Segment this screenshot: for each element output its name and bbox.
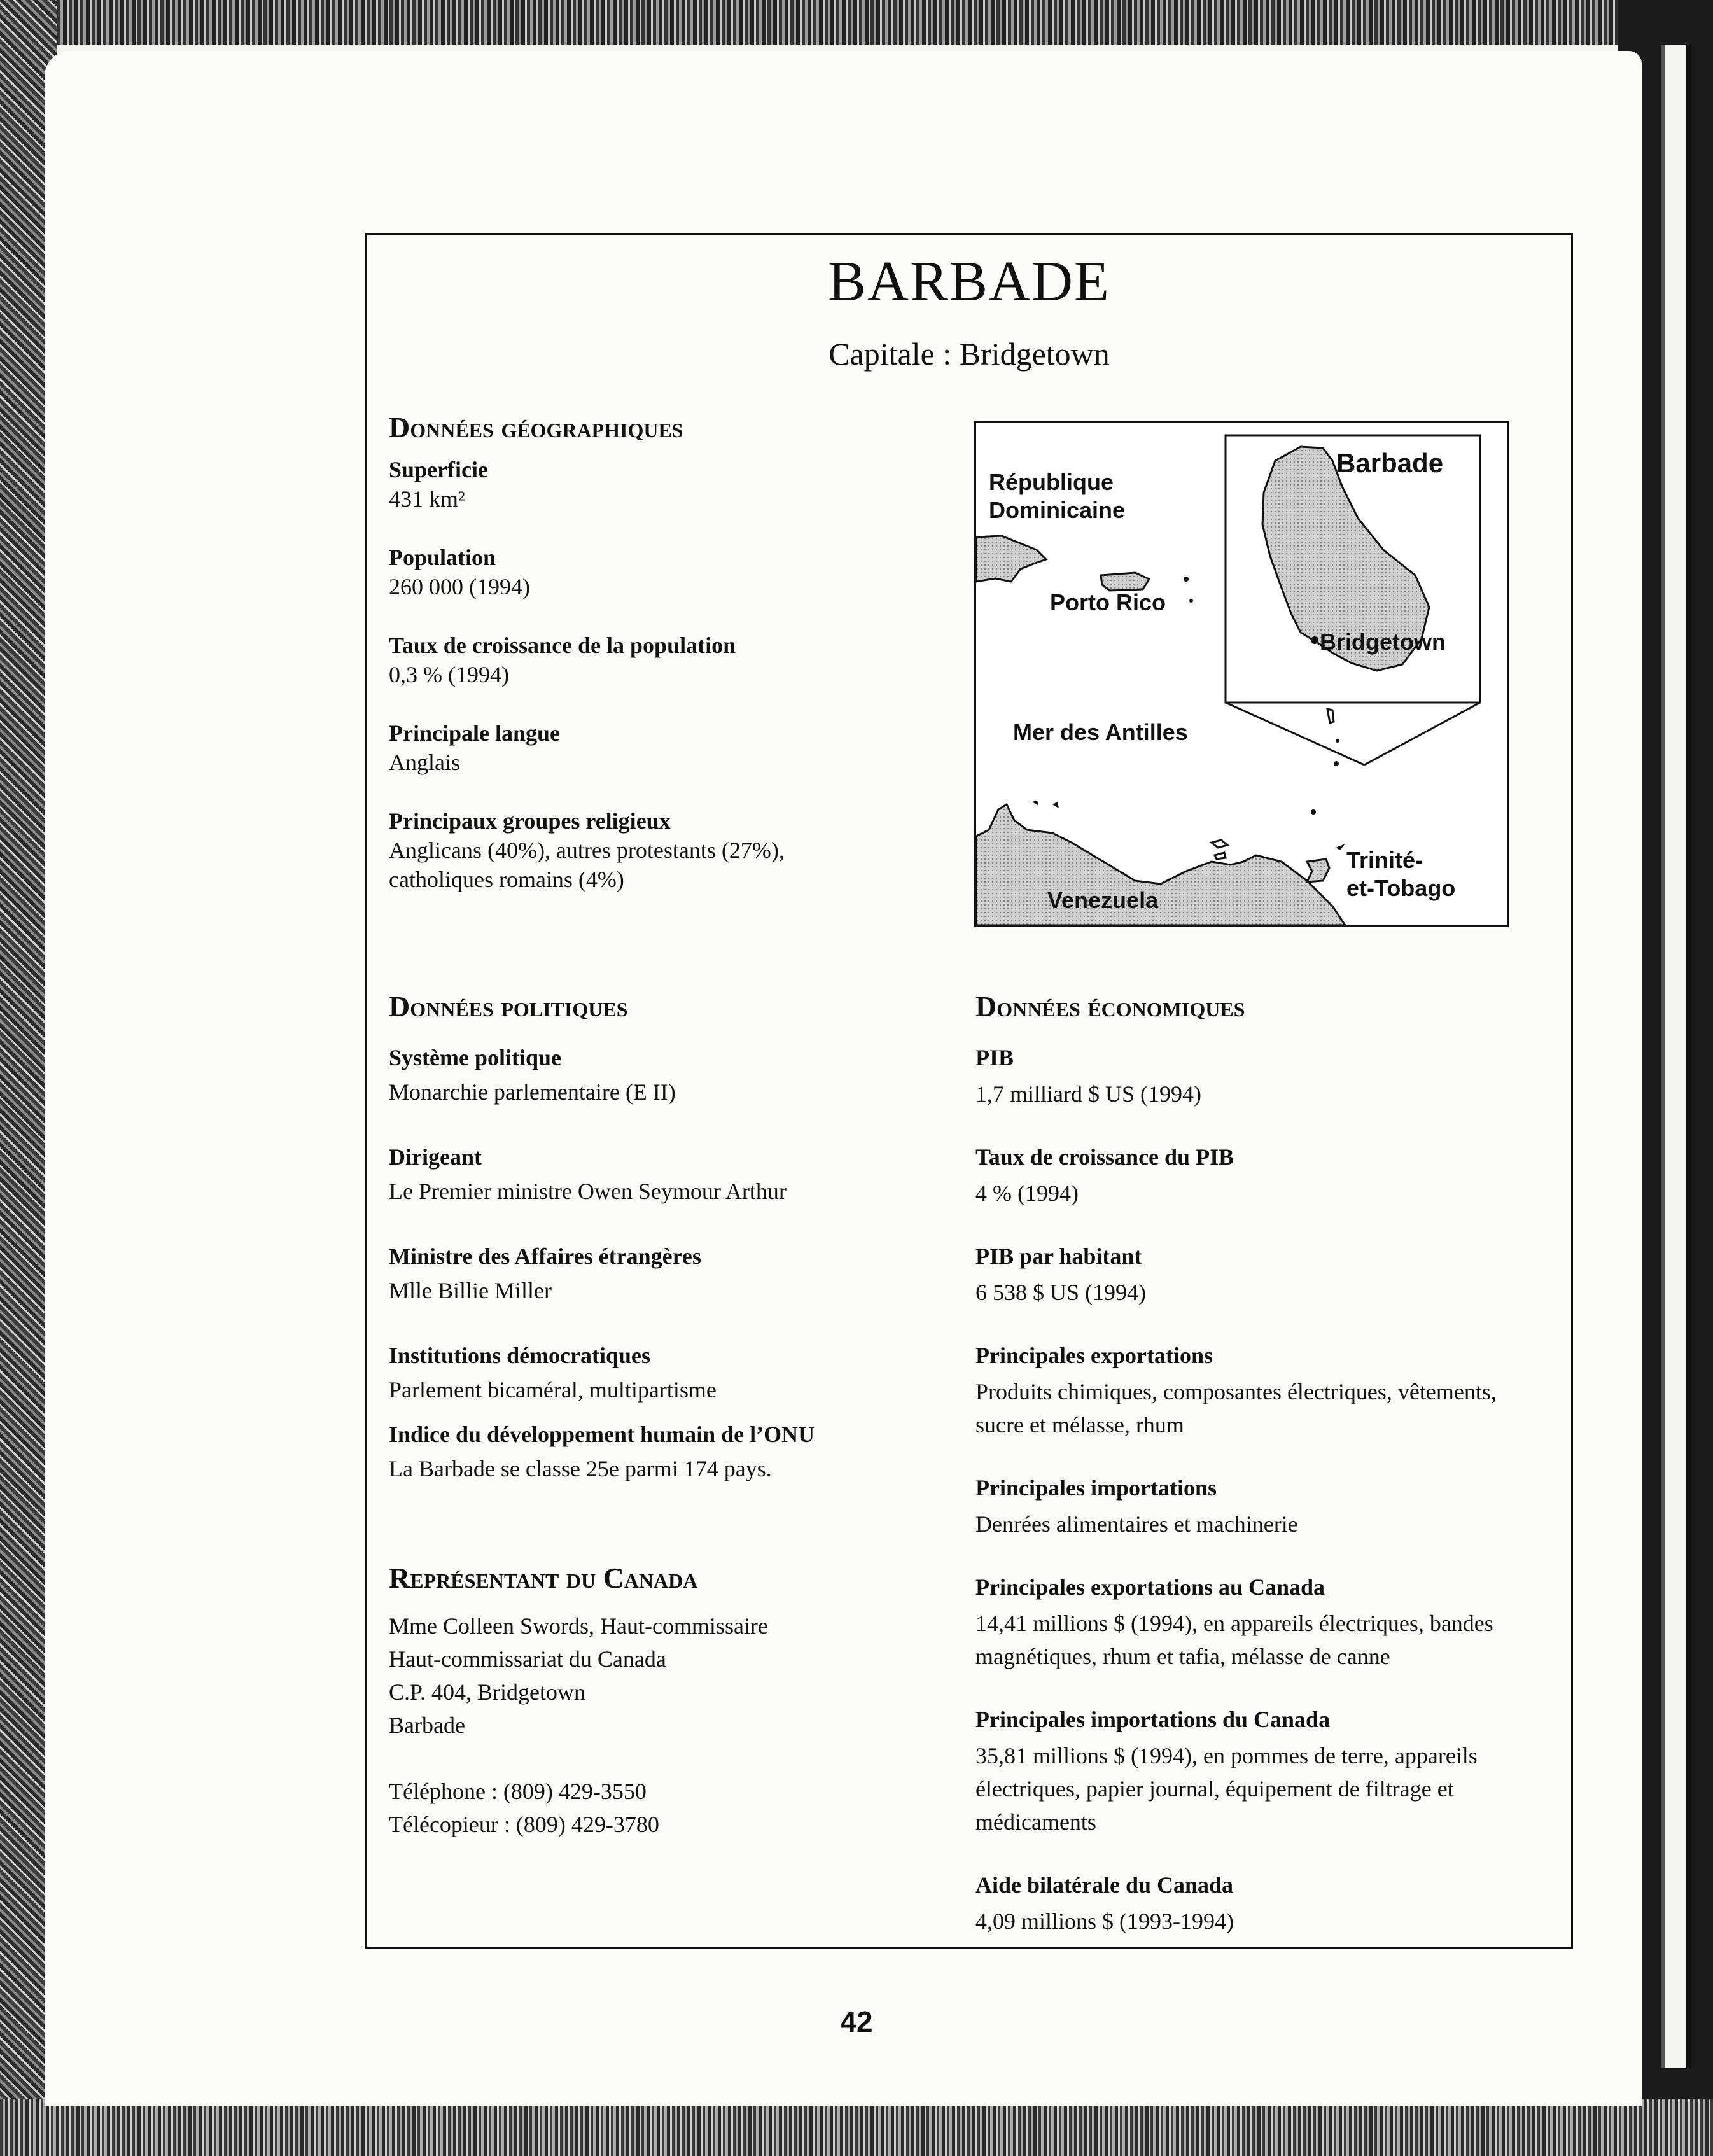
map-label-trinidad-line1: Trinité-	[1346, 847, 1423, 873]
economy-section	[975, 1043, 1548, 1938]
economy-value-aid: 4,09 millions $ (1993-1994)	[975, 1908, 1234, 1934]
economy-value-gdp-growth: 4 % (1994)	[975, 1180, 1079, 1206]
map-label-dominican-line2: Dominicaine	[989, 497, 1126, 523]
puerto-rico-shape	[1101, 573, 1149, 591]
economy-value-imports-canada-line1: 35,81 millions $ (1994), en pommes de terre, appareils	[975, 1743, 1478, 1768]
map-label-barbade: Barbade	[1336, 448, 1444, 478]
geo-label-growth: Taux de croissance de la population	[389, 633, 736, 658]
canada-rep-section	[389, 1609, 768, 1841]
island-dot	[1189, 599, 1193, 603]
politics-label-institutions: Institutions démocratiques	[389, 1343, 651, 1368]
island-dot	[1334, 761, 1339, 766]
capital-subtitle: Capitale : Bridgetown	[829, 336, 1110, 372]
geo-label-religion: Principaux groupes religieux	[389, 808, 671, 834]
politics-label-system: Système politique	[389, 1045, 562, 1070]
economy-label-aid: Aide bilatérale du Canada	[975, 1872, 1234, 1898]
economy-value-exports-line2: sucre et mélasse, rhum	[975, 1412, 1184, 1438]
economy-value-exports-canada-line1: 14,41 millions $ (1994), en appareils électriques, bandes	[975, 1611, 1493, 1636]
inset-pointer-line	[1364, 703, 1480, 765]
map-label-dominican	[989, 468, 1125, 524]
politics-value-hdi: La Barbade se classe 25e parmi 174 pays.	[389, 1456, 772, 1481]
canada-rep-phone: Téléphone : (809) 429-3550	[389, 1779, 647, 1804]
politics-label-hdi: Indice du développement humain de l’ONU	[389, 1422, 815, 1447]
tobago-shape	[1336, 844, 1345, 850]
geo-label-area: Superficie	[389, 457, 488, 482]
canada-rep-line3: C.P. 404, Bridgetown	[389, 1679, 586, 1705]
economy-label-gdp-growth: Taux de croissance du PIB	[975, 1144, 1234, 1170]
economy-heading: Données économiques	[975, 990, 1245, 1023]
economy-label-exports: Principales exportations	[975, 1343, 1213, 1368]
hispaniola-shape	[976, 536, 1046, 582]
scan-border-bottom	[0, 2099, 1713, 2156]
geo-section	[389, 455, 785, 894]
politics-value-leader: Le Premier ministre Owen Seymour Arthur	[389, 1179, 787, 1204]
island-dot	[1336, 739, 1339, 743]
canada-rep-heading: Représentant du Canada	[389, 1562, 698, 1594]
geo-value-religion-line1: Anglicans (40%), autres protestants (27%),	[389, 837, 785, 863]
small-island	[1327, 709, 1334, 723]
scan-border-top	[0, 0, 1713, 45]
economy-label-imports: Principales importations	[975, 1475, 1217, 1501]
map-label-venezuela: Venezuela	[1047, 887, 1159, 913]
economy-label-exports-canada: Principales exportations au Canada	[975, 1574, 1325, 1600]
small-island	[1215, 853, 1226, 859]
bridgetown-marker	[1311, 636, 1318, 644]
small-island	[1052, 802, 1059, 808]
economy-value-exports-line1: Produits chimiques, composantes électriques, vêtements,	[975, 1379, 1497, 1404]
geo-value-growth: 0,3 % (1994)	[389, 662, 509, 687]
geo-value-area: 431 km²	[389, 486, 465, 512]
map-label-dominican-line1: République	[989, 469, 1114, 495]
politics-section	[389, 1043, 815, 1483]
small-island	[1212, 840, 1227, 848]
politics-value-institutions: Parlement bicaméral, multipartisme	[389, 1377, 717, 1403]
venezuela-shape	[976, 804, 1345, 925]
economy-value-imports: Denrées alimentaires et machinerie	[975, 1511, 1298, 1537]
map-label-trinidad	[1346, 846, 1455, 902]
canada-rep-line4: Barbade	[389, 1712, 465, 1738]
location-map	[974, 421, 1509, 927]
economy-value-imports-canada-line2: électriques, papier journal, équipement de filtrage et	[975, 1776, 1454, 1802]
economy-label-gdp: PIB	[975, 1045, 1014, 1070]
geo-heading: Données géographiques	[389, 411, 683, 444]
politics-label-leader: Dirigeant	[389, 1144, 482, 1170]
map-label-trinidad-line2: et-Tobago	[1346, 875, 1456, 901]
canada-rep-line2: Haut-commissariat du Canada	[389, 1646, 666, 1672]
small-island	[1032, 801, 1038, 806]
island-dot	[1184, 577, 1189, 582]
politics-value-system: Monarchie parlementaire (E II)	[389, 1079, 676, 1105]
geo-label-population: Population	[389, 545, 496, 570]
island-dot	[1311, 809, 1316, 815]
page-number: 42	[840, 2005, 873, 2038]
politics-label-minister: Ministre des Affaires étrangères	[389, 1243, 701, 1269]
economy-label-gdp-per-capita: PIB par habitant	[975, 1243, 1142, 1269]
trinidad-shape	[1307, 859, 1329, 882]
content-frame	[365, 233, 1573, 1949]
economy-value-gdp-per-capita: 6 538 $ US (1994)	[975, 1280, 1146, 1305]
geo-value-population: 260 000 (1994)	[389, 574, 530, 599]
map-label-porto-rico: Porto Rico	[1050, 589, 1166, 615]
canada-rep-fax: Télécopieur : (809) 429-3780	[389, 1812, 659, 1837]
economy-value-exports-canada-line2: magnétiques, rhum et tafia, mélasse de canne	[975, 1644, 1390, 1669]
geo-value-language: Anglais	[389, 750, 460, 775]
economy-value-imports-canada-line3: médicaments	[975, 1809, 1096, 1835]
economy-value-gdp: 1,7 milliard $ US (1994)	[975, 1081, 1201, 1107]
politics-value-minister: Mlle Billie Miller	[389, 1278, 552, 1303]
inset-pointer-line	[1226, 703, 1364, 765]
geo-label-language: Principale langue	[389, 720, 560, 746]
canada-rep-line1: Mme Colleen Swords, Haut-commissaire	[389, 1613, 768, 1639]
binding-edge	[1661, 45, 1691, 2068]
geo-value-religion-line2: catholiques romains (4%)	[389, 867, 624, 892]
page-title: BARBADE	[827, 250, 1111, 313]
map-label-sea: Mer des Antilles	[1013, 719, 1188, 745]
map-label-bridgetown: Bridgetown	[1320, 629, 1446, 655]
politics-heading: Données politiques	[389, 990, 628, 1023]
economy-label-imports-canada: Principales importations du Canada	[975, 1707, 1331, 1732]
